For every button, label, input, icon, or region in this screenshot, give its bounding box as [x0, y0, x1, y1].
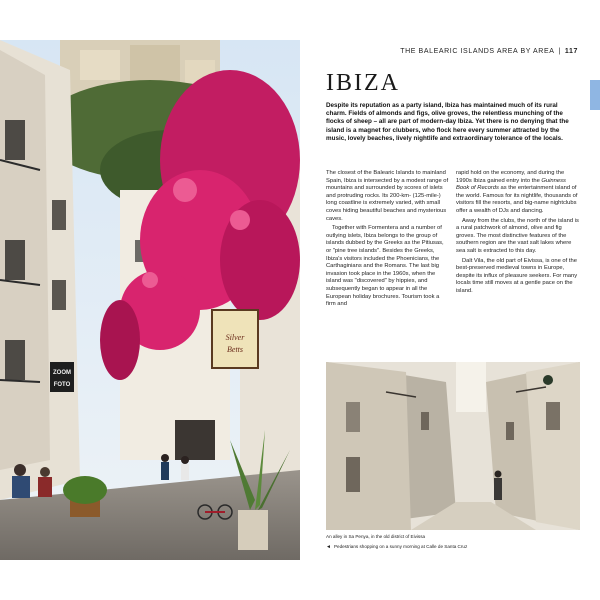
page-number: 117 [564, 48, 578, 55]
page-title: IBIZA [326, 70, 400, 96]
body-paragraph: Together with Formentera and a number of outlying islets, Ibiza belongs to the group of islands dubbed by the Greeks as the Pitiusas, or "pine tree islands". Besides the Greeks, Ibiza's visitors included the Phoenicians, the Carthaginians and the Romans. The last big invasion took place in the 1960s, when the island was "discovered" by hippies, and subsequently began to appear in all the European holiday brochures. Tourism took a firm and [326, 225, 444, 308]
sign-silver-line1: Silver [225, 333, 245, 342]
sign-foto: FOTO [53, 382, 71, 388]
body-paragraph: The closest of the Balearic Islands to mainland Spain, Ibiza is intersected by a modest range of mountains and surrounded by scores of islets and protruding rocks. Its 200-km- (125-mile-) long coastline is extremely varied, with small coves hiding beautiful beaches and mysterious caves. [326, 170, 449, 222]
body-text: as the entertainment island of the world. Famous for its nightlife, thousands of visitors fill the resorts, and big-name nightclubs offer a wealth of DJs and dancing. [456, 185, 578, 214]
body-paragraph: Away from the clubs, the north of the island is a rural patchwork of almond, olive and fig groves. The most distinctive features of the southern region are the vast salt lakes where sea salt is extracted to this day. [456, 217, 579, 254]
street-photo [0, 40, 300, 560]
body-column-1 [326, 170, 450, 311]
section-title: THE BALEARIC ISLANDS AREA BY AREA [400, 48, 555, 55]
caption-text: Pedestrians shopping on a sunny morning at Calle de Santa Cruz [333, 544, 468, 549]
chapter-tab-marker [590, 80, 600, 110]
book-title: Guinness Book of Records [456, 177, 566, 192]
header-separator: | [558, 48, 561, 55]
photo-caption-left [326, 544, 467, 550]
body-paragraph [456, 170, 580, 216]
sign-zoom: ZOOM [53, 370, 71, 376]
body-text: rapid hold on the economy, and during the 1990s Ibiza gained entry into the [456, 170, 565, 184]
body-paragraph: Dalt Vila, the old part of Eivissa, is one of the best-preserved medieval towns in Europe, despite its influx of pleasure seekers. For many locals time still moves at a gentle pace on the island. [456, 257, 578, 294]
sign-silver-line2: Betts [227, 345, 243, 354]
alley-photo [326, 362, 580, 530]
street-photo-illustration [0, 40, 300, 560]
body-column-2 [456, 170, 580, 298]
photo-caption: An alley in Sa Penya, in the old district of Eivissa [326, 534, 426, 539]
alley-photo-illustration [326, 362, 580, 530]
intro-paragraph: Despite its reputation as a party island, Ibiza has maintained much of its rural charm. Fields of almonds and figs, olive groves, the relentless munching of the flocks of sheep – all are part of modern-day Ibiza. Yet there is no denying that the island is a magnet for clubbers, who flock here every summer attracted by the music, lovely beaches, lively nightlife and extraordinary tolerance of the locals. [326, 102, 569, 142]
running-header [400, 48, 578, 55]
pointer-left-icon: ◄ [326, 544, 331, 550]
